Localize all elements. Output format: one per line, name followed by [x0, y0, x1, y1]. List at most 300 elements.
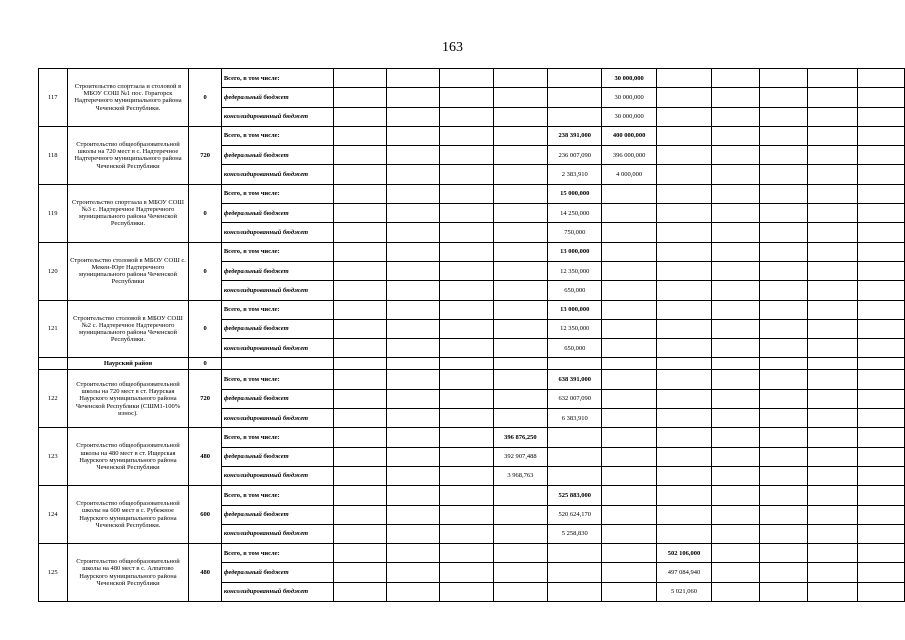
empty-cell — [602, 339, 656, 358]
amount-cell: 3 968,763 — [493, 466, 547, 485]
empty-cell — [493, 339, 547, 358]
empty-cell — [440, 447, 493, 466]
empty-cell — [712, 204, 759, 223]
empty-cell — [656, 319, 711, 338]
empty-cell — [602, 524, 656, 543]
empty-cell — [493, 204, 547, 223]
empty-cell — [858, 505, 905, 524]
empty-cell — [602, 389, 656, 408]
object-name: Строительство спортзала в МБОУ СОШ №3 с. Надтеречное Надтеречного муниципального района Чеченской Республики. — [67, 184, 189, 242]
empty-cell — [858, 389, 905, 408]
budget-label-total: Всего, в том числе: — [221, 126, 333, 145]
empty-cell — [759, 428, 807, 447]
amount-cell: 396 000,000 — [602, 146, 656, 165]
empty-cell — [387, 524, 440, 543]
empty-cell — [759, 204, 807, 223]
empty-cell — [387, 261, 440, 280]
empty-cell — [759, 370, 807, 389]
amount-cell: 396 876,250 — [493, 428, 547, 447]
empty-cell — [387, 428, 440, 447]
empty-cell — [333, 126, 386, 145]
amount-cell: 15 000,000 — [548, 184, 602, 203]
empty-cell — [656, 339, 711, 358]
budget-label-total: Всего, в том числе: — [221, 544, 333, 563]
empty-cell — [548, 466, 602, 485]
empty-cell — [333, 107, 386, 126]
empty-cell — [712, 339, 759, 358]
empty-cell — [602, 466, 656, 485]
empty-cell — [808, 339, 858, 358]
capacity-cell: 720 — [189, 370, 221, 428]
empty-cell — [440, 339, 493, 358]
empty-cell — [387, 447, 440, 466]
empty-cell — [712, 146, 759, 165]
empty-cell — [602, 486, 656, 505]
empty-cell — [712, 409, 759, 428]
capacity-cell: 480 — [189, 544, 221, 602]
empty-cell — [656, 107, 711, 126]
empty-cell — [712, 126, 759, 145]
empty-cell — [493, 319, 547, 338]
empty-cell — [858, 107, 905, 126]
amount-cell: 650,000 — [548, 281, 602, 300]
empty-cell — [333, 524, 386, 543]
empty-cell — [493, 281, 547, 300]
empty-cell — [440, 223, 493, 242]
row-number: 123 — [39, 428, 68, 486]
empty-cell — [602, 204, 656, 223]
budget-label-total: Всего, в том числе: — [221, 370, 333, 389]
empty-cell — [712, 524, 759, 543]
empty-cell — [602, 223, 656, 242]
empty-cell — [656, 505, 711, 524]
empty-cell — [493, 184, 547, 203]
budget-label-federal: федеральный бюджет — [221, 146, 333, 165]
empty-cell — [808, 544, 858, 563]
amount-cell: 650,000 — [548, 339, 602, 358]
empty-cell — [440, 409, 493, 428]
empty-cell — [712, 319, 759, 338]
empty-cell — [548, 563, 602, 582]
empty-cell — [656, 370, 711, 389]
empty-cell — [493, 69, 547, 88]
empty-cell — [333, 165, 386, 184]
empty-cell — [656, 428, 711, 447]
table-row — [39, 428, 905, 447]
empty-cell — [440, 88, 493, 107]
empty-cell — [808, 88, 858, 107]
amount-cell: 14 250,000 — [548, 204, 602, 223]
empty-cell — [656, 261, 711, 280]
empty-cell — [759, 544, 807, 563]
empty-cell — [493, 524, 547, 543]
capacity-cell: 0 — [189, 242, 221, 300]
empty-cell — [759, 165, 807, 184]
empty-cell — [440, 300, 493, 319]
empty-cell — [602, 261, 656, 280]
budget-label-federal: федеральный бюджет — [221, 319, 333, 338]
empty-cell — [602, 281, 656, 300]
empty-cell — [858, 563, 905, 582]
empty-cell — [548, 107, 602, 126]
amount-cell: 30 000,000 — [602, 69, 656, 88]
empty-cell — [602, 184, 656, 203]
empty-cell — [387, 204, 440, 223]
empty-cell — [656, 223, 711, 242]
budget-label-total: Всего, в том числе: — [221, 486, 333, 505]
empty-cell — [493, 505, 547, 524]
empty-cell — [656, 69, 711, 88]
empty-cell — [333, 88, 386, 107]
amount-cell: 236 007,090 — [548, 146, 602, 165]
empty-cell — [808, 242, 858, 261]
empty-cell — [712, 165, 759, 184]
empty-cell — [602, 319, 656, 338]
empty-cell — [808, 126, 858, 145]
table-row — [39, 242, 905, 261]
empty-cell — [808, 69, 858, 88]
empty-cell — [440, 505, 493, 524]
empty-cell — [712, 69, 759, 88]
empty-cell — [602, 544, 656, 563]
budget-label-consolidated: консолидированный бюджет — [221, 165, 333, 184]
empty-cell — [387, 319, 440, 338]
empty-cell — [808, 281, 858, 300]
empty-cell — [440, 370, 493, 389]
empty-cell — [656, 409, 711, 428]
empty-cell — [759, 358, 807, 370]
capacity-cell: 0 — [189, 358, 221, 370]
budget-label-total: Всего, в том числе: — [221, 428, 333, 447]
empty-cell — [493, 88, 547, 107]
empty-cell — [656, 88, 711, 107]
table-row — [39, 300, 905, 319]
empty-cell — [808, 582, 858, 601]
amount-cell: 632 007,090 — [548, 389, 602, 408]
empty-cell — [808, 204, 858, 223]
budget-label-consolidated: консолидированный бюджет — [221, 281, 333, 300]
budget-label-consolidated: консолидированный бюджет — [221, 409, 333, 428]
empty-cell — [333, 544, 386, 563]
object-name: Строительство общеобразовательной школы на 720 мест в ст. Наурская Наурского муниципального района Чеченской Республики (СШМ1-100% износ). — [67, 370, 189, 428]
empty-cell — [808, 184, 858, 203]
empty-cell — [548, 447, 602, 466]
empty-cell — [759, 281, 807, 300]
empty-cell — [759, 409, 807, 428]
empty-cell — [858, 486, 905, 505]
empty-cell — [602, 370, 656, 389]
empty-cell — [333, 389, 386, 408]
empty-cell — [808, 409, 858, 428]
empty-cell — [387, 242, 440, 261]
empty-cell — [333, 486, 386, 505]
empty-cell — [333, 339, 386, 358]
empty-cell — [387, 281, 440, 300]
amount-cell: 12 350,000 — [548, 319, 602, 338]
empty-cell — [440, 281, 493, 300]
empty-cell — [440, 261, 493, 280]
empty-cell — [808, 223, 858, 242]
empty-cell — [602, 447, 656, 466]
empty-cell — [440, 319, 493, 338]
capacity-cell: 720 — [189, 126, 221, 184]
empty-cell — [548, 69, 602, 88]
empty-cell — [440, 428, 493, 447]
empty-cell — [333, 300, 386, 319]
empty-cell — [602, 505, 656, 524]
budget-label-total: Всего, в том числе: — [221, 300, 333, 319]
empty-cell — [759, 339, 807, 358]
empty-cell — [440, 582, 493, 601]
empty-cell — [387, 165, 440, 184]
district-name: Наурский район — [67, 358, 189, 370]
empty-cell — [759, 223, 807, 242]
row-number-cell — [39, 358, 68, 370]
empty-cell — [656, 165, 711, 184]
table-row — [39, 69, 905, 88]
empty-cell — [440, 126, 493, 145]
empty-cell — [759, 486, 807, 505]
empty-cell — [759, 146, 807, 165]
budget-label-consolidated: консолидированный бюджет — [221, 524, 333, 543]
amount-cell: 400 000,000 — [602, 126, 656, 145]
empty-cell — [858, 88, 905, 107]
empty-cell — [333, 582, 386, 601]
object-name: Строительство общеобразовательной школы на 600 мест в с. Рубежное Наурского муниципального района Чеченской Республики. — [67, 486, 189, 544]
empty-cell — [712, 428, 759, 447]
empty-cell — [440, 486, 493, 505]
budget-label-federal: федеральный бюджет — [221, 204, 333, 223]
budget-table — [38, 68, 905, 602]
empty-cell — [333, 261, 386, 280]
budget-label-total: Всего, в том числе: — [221, 242, 333, 261]
object-name: Строительство столовой в МБОУ СОШ №2 с. Надтеречное Надтеречного муниципального района Чеченской Республики. — [67, 300, 189, 358]
empty-cell — [808, 370, 858, 389]
budget-label-total: Всего, в том числе: — [221, 184, 333, 203]
empty-cell — [440, 358, 493, 370]
empty-cell — [656, 300, 711, 319]
empty-cell — [858, 428, 905, 447]
empty-cell — [808, 107, 858, 126]
empty-cell — [759, 88, 807, 107]
table-row — [39, 544, 905, 563]
empty-cell — [387, 370, 440, 389]
empty-cell — [808, 524, 858, 543]
empty-cell — [440, 146, 493, 165]
capacity-cell: 0 — [189, 300, 221, 358]
empty-cell — [858, 261, 905, 280]
empty-cell — [808, 428, 858, 447]
empty-cell — [440, 204, 493, 223]
empty-cell — [712, 544, 759, 563]
amount-cell: 5 021,060 — [656, 582, 711, 601]
budget-label-federal: федеральный бюджет — [221, 261, 333, 280]
amount-cell: 4 000,000 — [602, 165, 656, 184]
empty-cell — [712, 505, 759, 524]
empty-cell — [333, 505, 386, 524]
amount-cell: 5 258,830 — [548, 524, 602, 543]
empty-cell — [759, 107, 807, 126]
empty-cell — [493, 107, 547, 126]
row-number: 119 — [39, 184, 68, 242]
amount-cell: 392 907,488 — [493, 447, 547, 466]
empty-cell — [493, 544, 547, 563]
capacity-cell: 480 — [189, 428, 221, 486]
amount-cell: 497 084,940 — [656, 563, 711, 582]
empty-cell — [712, 300, 759, 319]
empty-cell — [602, 428, 656, 447]
empty-cell — [858, 281, 905, 300]
table-row — [39, 126, 905, 145]
empty-cell — [387, 300, 440, 319]
table-row — [39, 486, 905, 505]
empty-cell — [858, 358, 905, 370]
empty-cell — [712, 261, 759, 280]
table-row — [39, 370, 905, 389]
empty-cell — [602, 242, 656, 261]
empty-cell — [712, 358, 759, 370]
empty-cell — [333, 409, 386, 428]
empty-cell — [493, 165, 547, 184]
empty-cell — [712, 242, 759, 261]
empty-cell — [440, 242, 493, 261]
empty-cell — [858, 242, 905, 261]
empty-cell — [333, 370, 386, 389]
empty-cell — [440, 466, 493, 485]
empty-cell — [858, 146, 905, 165]
empty-cell — [333, 184, 386, 203]
empty-cell — [602, 300, 656, 319]
empty-cell — [808, 300, 858, 319]
empty-cell — [387, 466, 440, 485]
amount-cell: 30 000,000 — [602, 107, 656, 126]
empty-cell — [602, 582, 656, 601]
empty-cell — [759, 563, 807, 582]
empty-cell — [808, 146, 858, 165]
empty-cell — [858, 300, 905, 319]
empty-cell — [759, 389, 807, 408]
empty-cell — [858, 223, 905, 242]
empty-cell — [387, 505, 440, 524]
amount-cell: 30 000,000 — [602, 88, 656, 107]
empty-cell — [440, 107, 493, 126]
budget-label-consolidated: консолидированный бюджет — [221, 339, 333, 358]
budget-label-consolidated: консолидированный бюджет — [221, 582, 333, 601]
empty-cell — [712, 281, 759, 300]
empty-cell — [493, 563, 547, 582]
object-name: Строительство общеобразовательной школы на 720 мест в с. Надтеречное Надтеречного муниципального района Чеченской Республики — [67, 126, 189, 184]
empty-cell — [808, 486, 858, 505]
amount-cell: 238 391,000 — [548, 126, 602, 145]
row-number: 118 — [39, 126, 68, 184]
empty-cell — [858, 409, 905, 428]
page-number: 163 — [442, 40, 463, 55]
budget-label-consolidated: консолидированный бюджет — [221, 107, 333, 126]
empty-cell — [548, 544, 602, 563]
empty-cell — [493, 300, 547, 319]
empty-cell — [808, 505, 858, 524]
amount-cell: 502 106,000 — [656, 544, 711, 563]
row-number: 125 — [39, 544, 68, 602]
empty-cell — [858, 370, 905, 389]
empty-cell — [808, 389, 858, 408]
empty-cell — [656, 358, 711, 370]
empty-cell — [759, 300, 807, 319]
empty-cell — [387, 88, 440, 107]
empty-cell — [493, 582, 547, 601]
empty-cell — [656, 466, 711, 485]
empty-cell — [656, 242, 711, 261]
row-number: 122 — [39, 370, 68, 428]
empty-cell — [387, 563, 440, 582]
empty-cell — [712, 389, 759, 408]
empty-cell — [333, 466, 386, 485]
empty-cell — [493, 409, 547, 428]
empty-cell — [759, 524, 807, 543]
empty-cell — [548, 428, 602, 447]
empty-cell — [493, 126, 547, 145]
budget-label-total: Всего, в том числе: — [221, 69, 333, 88]
amount-cell: 520 624,170 — [548, 505, 602, 524]
empty-cell — [602, 409, 656, 428]
empty-cell — [387, 486, 440, 505]
empty-cell — [656, 447, 711, 466]
amount-cell: 638 391,000 — [548, 370, 602, 389]
empty-cell — [656, 281, 711, 300]
empty-cell — [759, 242, 807, 261]
amount-cell: 13 000,000 — [548, 242, 602, 261]
empty-cell — [712, 223, 759, 242]
empty-cell — [548, 358, 602, 370]
empty-cell — [759, 184, 807, 203]
amount-cell: 6 383,910 — [548, 409, 602, 428]
empty-cell — [333, 358, 386, 370]
empty-cell — [858, 319, 905, 338]
budget-label-consolidated: консолидированный бюджет — [221, 223, 333, 242]
empty-cell — [333, 223, 386, 242]
empty-cell — [440, 69, 493, 88]
row-number: 120 — [39, 242, 68, 300]
empty-cell — [387, 223, 440, 242]
empty-cell — [387, 184, 440, 203]
empty-cell — [858, 69, 905, 88]
empty-cell — [808, 261, 858, 280]
empty-cell — [493, 358, 547, 370]
empty-cell — [858, 524, 905, 543]
empty-cell — [656, 146, 711, 165]
empty-cell — [858, 204, 905, 223]
empty-cell — [387, 339, 440, 358]
object-name: Строительство спортзала и столовой в МБОУ СОШ №1 пос. Горагорск Надтеречного муниципального района Чеченской Республики. — [67, 69, 189, 127]
empty-cell — [333, 281, 386, 300]
empty-cell — [440, 544, 493, 563]
empty-cell — [858, 447, 905, 466]
budget-label-federal: федеральный бюджет — [221, 88, 333, 107]
empty-cell — [440, 524, 493, 543]
row-number: 117 — [39, 69, 68, 127]
budget-label-federal: федеральный бюджет — [221, 389, 333, 408]
empty-cell — [656, 126, 711, 145]
amount-cell: 13 000,000 — [548, 300, 602, 319]
empty-cell — [759, 126, 807, 145]
empty-cell — [759, 505, 807, 524]
empty-cell — [712, 466, 759, 485]
empty-cell — [548, 582, 602, 601]
empty-cell — [712, 447, 759, 466]
object-name: Строительство общеобразовательной школы на 480 мест в с. Алпатово Наурского муниципального района Чеченской Республики — [67, 544, 189, 602]
empty-cell — [759, 466, 807, 485]
budget-label-federal: федеральный бюджет — [221, 505, 333, 524]
